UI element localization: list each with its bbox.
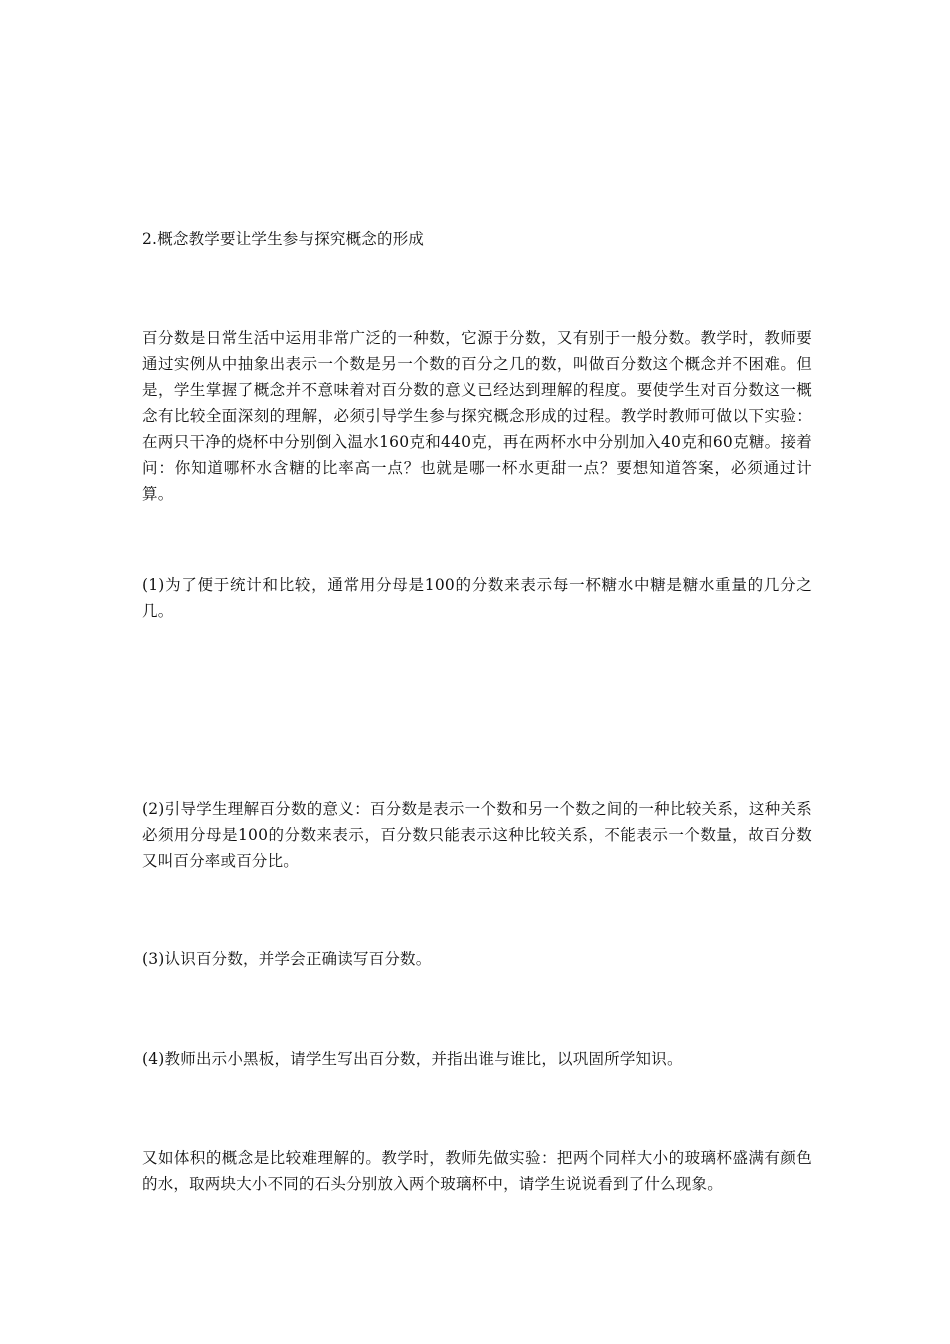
- step-3-paragraph: (3)认识百分数，并学会正确读写百分数。: [142, 950, 432, 968]
- section-heading: 2.概念教学要让学生参与探究概念的形成: [142, 230, 425, 248]
- step-2-paragraph: (2)引导学生理解百分数的意义：百分数是表示一个数和另一个数之间的一种比较关系，这种关系必须用分母是100的分数来表示，百分数只能表示这种比较关系，不能表示一个数量，故百分数又叫百分率或百分比。: [142, 800, 812, 870]
- volume-example-paragraph: 又如体积的概念是比较难理解的。教学时，教师先做实验：把两个同样大小的玻璃杯盛满有颜色的水，取两块大小不同的石头分别放入两个玻璃杯中，请学生说说看到了什么现象。: [142, 1149, 812, 1193]
- intro-paragraph: 百分数是日常生活中运用非常广泛的一种数，它源于分数，又有别于一般分数。教学时，教师要通过实例从中抽象出表示一个数是另一个数的百分之几的数，叫做百分数这个概念并不困难。但是，学生掌握了概念并不意味着对百分数的意义已经达到理解的程度。要使学生对百分数这一概念有比较全面深刻的理解，必须引导学生参与探究概念形成的过程。教学时教师可做以下实验：在两只干净的烧杯中分别倒入温水160克和440克，再在两杯水中分别加入40克和60克糖。接着问：你知道哪杯水含糖的比率高一点？也就是哪一杯水更甜一点？要想知道答案，必须通过计算。: [142, 329, 812, 503]
- step-4-paragraph: (4)教师出示小黑板，请学生写出百分数，并指出谁与谁比，以巩固所学知识。: [142, 1050, 683, 1068]
- step-1-paragraph: (1)为了便于统计和比较，通常用分母是100的分数来表示每一杯糖水中糖是糖水重量的几分之几。: [142, 576, 812, 620]
